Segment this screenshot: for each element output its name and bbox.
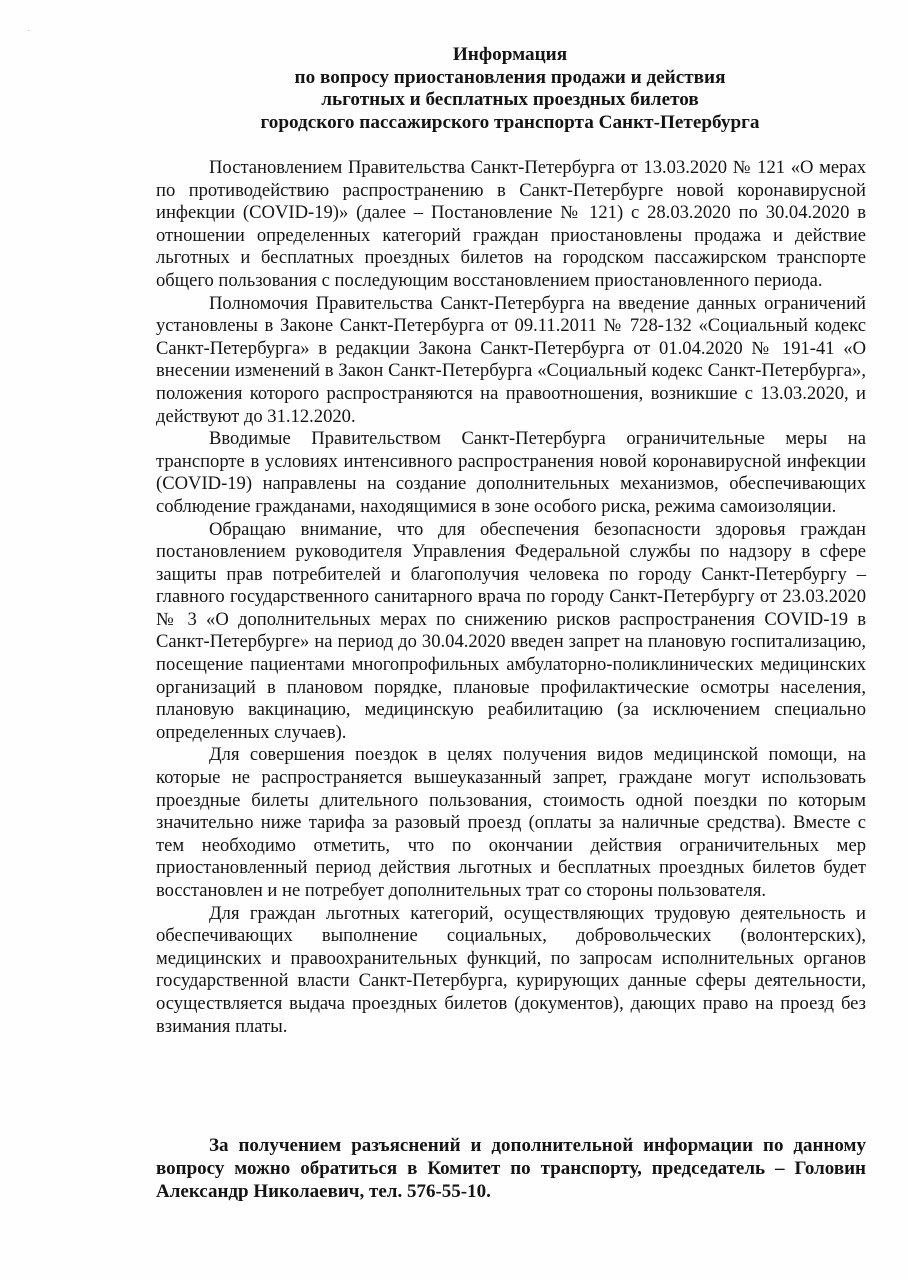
- paragraph-medical-trips: Для совершения поездок в целях получения видов медицинской помощи, на которые не распространяется вышеуказанный запрет, граждане могут использовать проездные билеты длительного пользования, стоимость одной поездки по которым значительно ниже тарифа за разовый проезд (оплаты за наличные средства). Вместе с тем необходимо отметить, что по окончании действия ограничительных мер приостановленный период действия льготных и бесплатных проездных билетов будет восстановлен и не потребует дополнительных трат со стороны пользователя.: [156, 744, 866, 901]
- document-body: [156, 157, 866, 1038]
- paragraph-medical-restrictions: Обращаю внимание, что для обеспечения безопасности здоровья граждан постановлением руководителя Управления Федеральной службы по надзору в сфере защиты прав потребителей и благополучия человека по городу Санкт-Петербургу – главного государственного санитарного врача по городу Санкт-Петербургу от 23.03.2020 № 3 «О дополнительных мерах по снижению рисков распространения COVID-19 в Санкт-Петербурге» на период до 30.04.2020 введен запрет на плановую госпитализацию, посещение пациентами многопрофильных амбулаторно-поликлинических медицинских организаций в плановом порядке, плановые профилактические осмотры населения, плановую вакцинацию, медицинскую реабилитацию (за исключением специально определенных случаев).: [156, 518, 866, 743]
- paragraph-restrictive-measures: Вводимые Правительством Санкт-Петербурга ограничительные меры на транспорте в условиях интенсивного распространения новой коронавирусной инфекции (COVID-19) направлены на создание дополнительных механизмов, обеспечивающих соблюдение гражданами, находящимися в зоне особого риска, режима самоизоляции.: [156, 428, 866, 517]
- scan-artifact: [28, 30, 30, 31]
- contact-note: За получением разъяснений и дополнительной информации по данному вопросу можно обратиться в Комитет по транспорту, председатель – Головин Александр Николаевич, тел. 576-55-10.: [156, 1135, 866, 1203]
- title-line: городского пассажирского транспорта Санкт-Петербурга: [260, 111, 760, 133]
- title-line: по вопросу приостановления продажи и действия: [294, 66, 726, 88]
- paragraph-free-tickets: Для граждан льготных категорий, осуществляющих трудовую деятельность и обеспечивающих выполнение социальных, добровольческих (волонтерских), медицинских и правоохранительных функций, по запросам исполнительных органов государственной власти Санкт-Петербурга, курирующих данные сферы деятельности, осуществляется выдача проездных билетов (документов), дающих право на проезд без взимания платы.: [156, 902, 866, 1037]
- paragraph-authority: Полномочия Правительства Санкт-Петербурга на введение данных ограничений установлены в Законе Санкт-Петербурга от 09.11.2011 № 728-132 «Социальный кодекс Санкт-Петербурга» в редакции Закона Санкт-Петербурга от 01.04.2020 № 191-41 «О внесении изменений в Закон Санкт-Петербурга «Социальный кодекс Санкт-Петербурга», положения которого распространяются на правоотношения, возникшие с 13.03.2020, и действуют до 31.12.2020.: [156, 292, 866, 427]
- title-line: льготных и бесплатных проездных билетов: [321, 89, 699, 110]
- document-title: [150, 44, 870, 134]
- title-line: Информация: [452, 44, 568, 65]
- paragraph-resolution-121: Постановлением Правительства Санкт-Петербурга от 13.03.2020 № 121 «О мерах по противодействию распространению в Санкт-Петербурге новой коронавирусной инфекции (COVID-19)» (далее – Постановление № 121) с 28.03.2020 по 30.04.2020 в отношении определенных категорий граждан приостановлены продажа и действие льготных и бесплатных проездных билетов на городском пассажирском транспорте общего пользования с последующим восстановлением приостановленного периода.: [156, 157, 866, 291]
